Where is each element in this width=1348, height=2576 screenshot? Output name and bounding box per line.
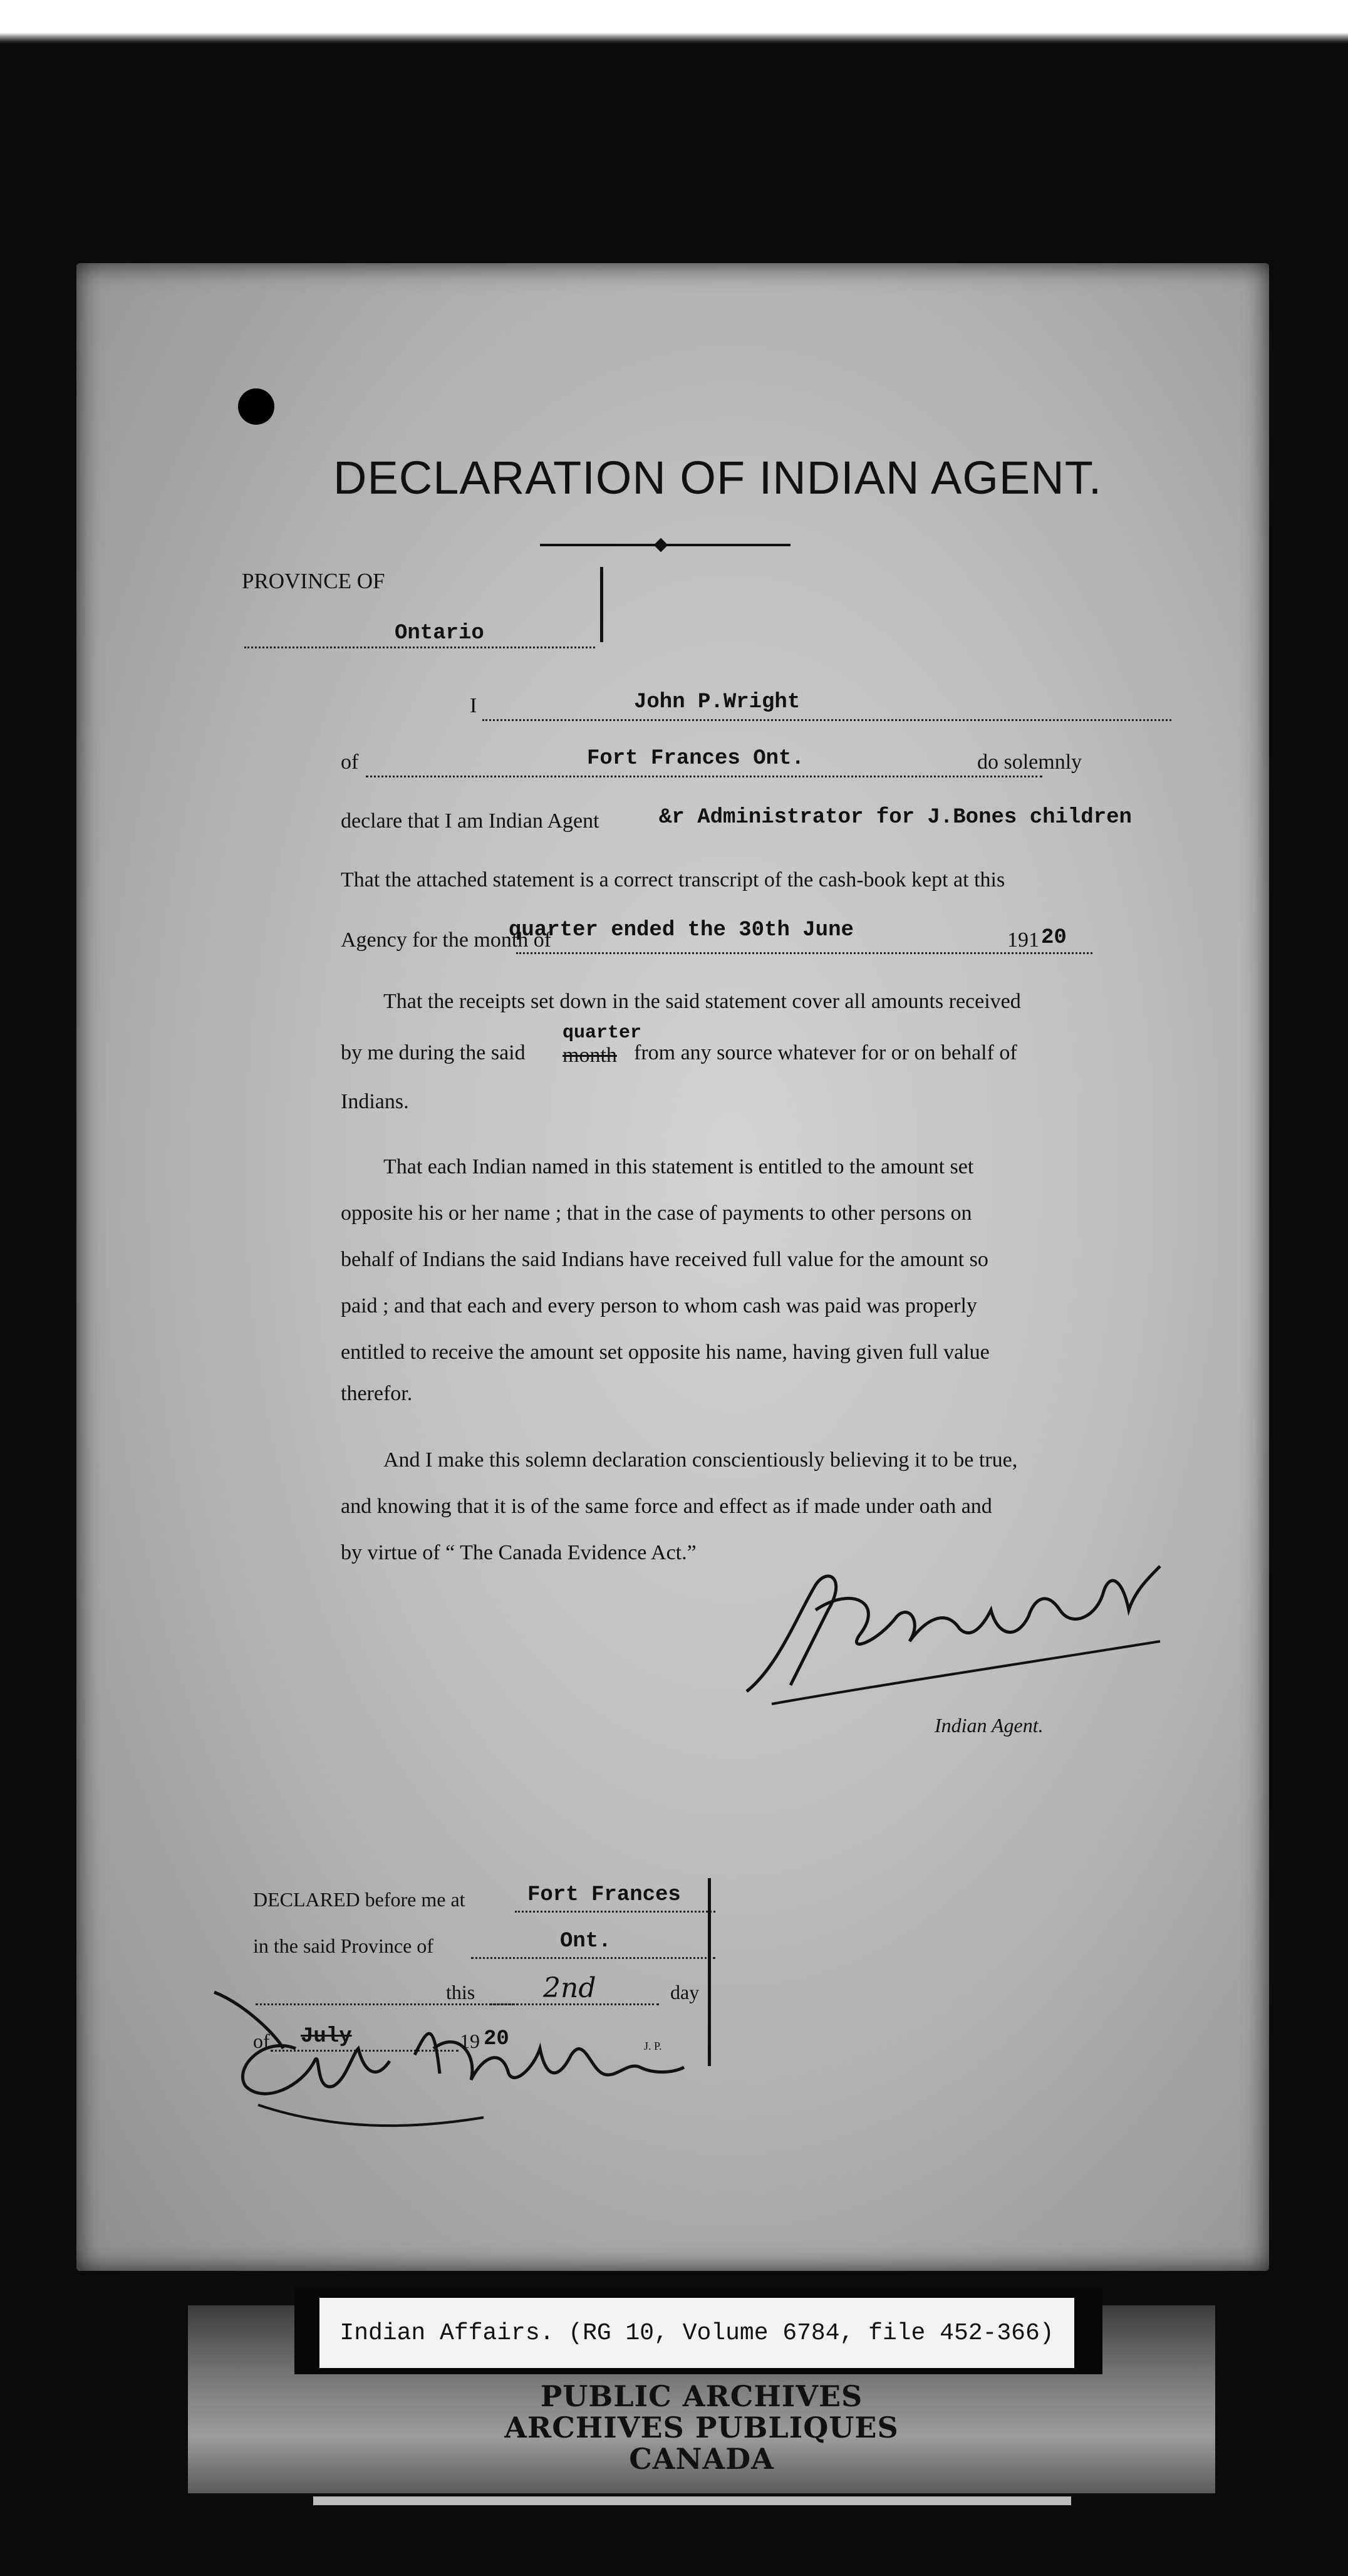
solemn-line: And I make this solemn declaration conscientiously believing it to be true, <box>383 1448 1018 1472</box>
agency-period: quarter ended the 30th June <box>509 918 854 942</box>
film-bottom-strip <box>313 2496 1071 2505</box>
agency-year-prefix: 191 <box>1007 928 1039 952</box>
declared-brace <box>708 1878 711 2066</box>
archive-stamp-line: PUBLIC ARCHIVES <box>540 2379 863 2413</box>
province-brace <box>600 567 603 642</box>
declarant-prefix: I <box>470 694 477 717</box>
film-top-strip <box>0 0 1348 44</box>
receipts-line-3: Indians. <box>341 1090 409 1113</box>
declare-line: declare that I am Indian Agent <box>341 809 599 833</box>
solemn-line: and knowing that it is of the same force and effect as if made under oath and <box>341 1495 992 1518</box>
archive-reference-label: Indian Affairs. (RG 10, Volume 6784, file 452-366) <box>319 2298 1074 2368</box>
year-value: 20 <box>484 2027 509 2051</box>
jp-label: J. P. <box>644 2040 662 2052</box>
declarant-name: John P.Wright <box>634 690 801 714</box>
entitled-line: paid ; and that each and every person to whom cash was paid was properly <box>341 1294 977 1317</box>
declared-label: DECLARED before me at <box>253 1888 465 1911</box>
province-line-value: Ont. <box>560 1929 611 1953</box>
entitled-line: therefor. <box>341 1382 413 1405</box>
solemn-line: by virtue of “ The Canada Evidence Act.” <box>341 1541 697 1564</box>
archive-stamp-line: CANADA <box>629 2442 774 2476</box>
declaration-sheet <box>76 263 1269 2271</box>
month-value: July <box>301 2025 352 2049</box>
day-label: day <box>670 1981 700 2003</box>
of-label: of <box>253 2030 270 2052</box>
declared-dotted-line <box>515 1911 715 1913</box>
entitled-line: behalf of Indians the said Indians have received full value for the amount so <box>341 1248 988 1271</box>
province-line-label: in the said Province of <box>253 1935 433 1957</box>
entitled-line: entitled to receive the amount set opposite his name, having given full value <box>341 1341 990 1364</box>
province-dotted-line <box>244 647 595 648</box>
entitled-line: That each Indian named in this statement is entitled to the amount set <box>383 1155 974 1178</box>
agent-caption: Indian Agent. <box>935 1714 1044 1737</box>
receipts-typed-insert: quarter <box>563 1022 642 1044</box>
of-prefix: of <box>341 750 359 774</box>
year-prefix: 19 <box>460 2030 480 2052</box>
of-place: Fort Frances Ont. <box>587 747 804 771</box>
attached-line: That the attached statement is a correct transcript of the cash-book kept at this <box>341 868 1005 891</box>
entitled-line: opposite his or her name ; that in the case of payments to other persons on <box>341 1202 972 1225</box>
declarant-dotted-line <box>482 719 1171 721</box>
declared-place: Fort Frances <box>527 1883 681 1907</box>
of-suffix: do solemnly <box>977 750 1082 774</box>
title-rule-ornament <box>654 538 668 553</box>
agency-prefix: Agency for the month of <box>341 928 552 952</box>
agency-year: 20 <box>1041 926 1067 950</box>
day-value: 2nd <box>543 1972 596 2004</box>
agent-signature <box>722 1541 1185 1729</box>
receipts-line-1: That the receipts set down in the said statement cover all amounts received <box>383 990 1021 1013</box>
receipts-line-2-end: from any source whatever for or on behalf of <box>634 1041 1017 1064</box>
receipts-struck-word: month <box>563 1044 617 1067</box>
document-title: DECLARATION OF INDIAN AGENT. <box>333 452 1102 504</box>
punch-hole <box>238 388 274 425</box>
declare-typed: &r Administrator for J.Bones children <box>659 806 1132 829</box>
receipts-line-2-start: by me during the said <box>341 1041 526 1064</box>
archive-stamp-line: ARCHIVES PUBLIQUES <box>504 2411 899 2444</box>
province-line-dotted <box>471 1957 715 1959</box>
agency-dotted-line <box>516 952 1092 954</box>
province-label: PROVINCE OF <box>242 569 385 593</box>
of-dotted-line <box>366 776 1042 777</box>
jp-signature <box>208 1980 700 2136</box>
this-label: this <box>446 1981 475 2003</box>
province-value: Ontario <box>395 621 484 645</box>
